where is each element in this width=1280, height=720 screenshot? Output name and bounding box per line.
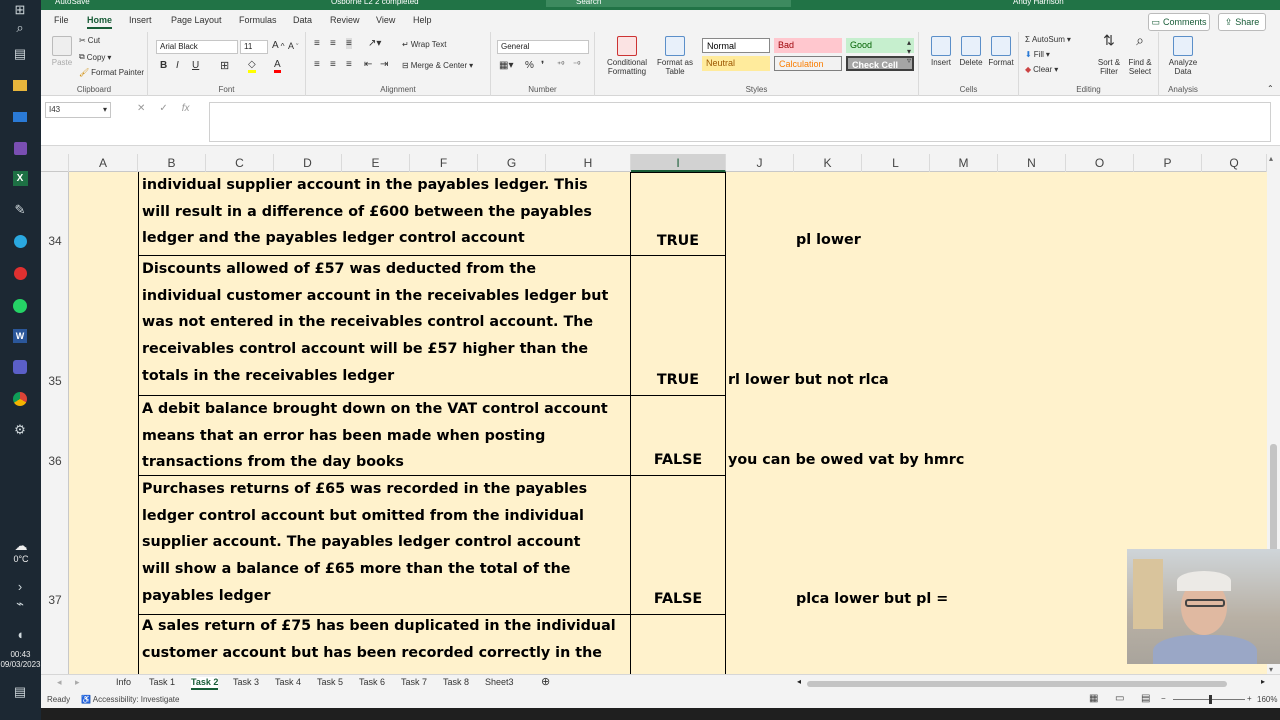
merge-icon: ⊟ — [402, 61, 409, 70]
number-group — [491, 32, 595, 96]
mail-icon[interactable] — [10, 107, 30, 127]
sort-filter-icon: ⇅ — [1103, 32, 1115, 48]
column-header-i[interactable]: I — [631, 154, 726, 172]
paste-label: Paste — [51, 58, 73, 67]
alignment-group — [306, 32, 491, 96]
user-name[interactable]: Andy Harrison — [1013, 0, 1064, 6]
tab-insert[interactable]: Insert — [129, 15, 152, 25]
increase-font-icon[interactable]: A ^ — [272, 40, 285, 51]
zoom-out-icon[interactable]: − — [1161, 694, 1166, 703]
title-bar — [41, 0, 1280, 10]
chevron-down-icon: ▾ — [102, 105, 107, 114]
tool-icon[interactable]: ✎ — [14, 202, 26, 217]
format-as-table-label: Format as Table — [656, 58, 693, 76]
zoom-level[interactable]: 160% — [1257, 695, 1278, 704]
prev-sheet-icon[interactable]: ◂ — [57, 677, 62, 687]
tab-home[interactable]: Home — [87, 15, 113, 25]
magnifier-icon: ⌕ — [1136, 32, 1144, 48]
number-format-select[interactable]: General — [497, 40, 589, 54]
autosum-button[interactable] — [1025, 35, 1071, 44]
style-check-cell[interactable] — [846, 56, 914, 71]
style-neutral-label: Neutral — [706, 58, 736, 68]
statement-line: ledger control account but omitted from the individual — [142, 507, 584, 524]
format-painter-button[interactable] — [79, 68, 144, 77]
next-sheet-icon[interactable]: ▸ — [75, 677, 80, 687]
time: 00:43 — [10, 650, 31, 659]
excel-window — [41, 0, 1280, 720]
find-select-label: Find & Select — [1128, 58, 1152, 76]
format-cells-icon — [991, 36, 1011, 56]
comma-style-icon[interactable]: ❜ — [541, 60, 545, 71]
sort-filter-button[interactable] — [1095, 32, 1123, 76]
statement-line: Purchases returns of £65 was recorded in the payables — [142, 481, 588, 497]
tab-review[interactable]: Review — [330, 15, 360, 25]
cancel-icon[interactable]: ✕ — [137, 103, 146, 114]
scroll-left-icon[interactable]: ◂ — [797, 677, 802, 686]
statement-line: receivables control account will be £57 higher than the — [142, 341, 589, 358]
answer-cell[interactable] — [631, 476, 726, 615]
teams-icon[interactable] — [10, 357, 30, 377]
comments-button[interactable] — [1148, 13, 1210, 31]
fill-button[interactable] — [1025, 50, 1050, 59]
formula-buttons — [131, 102, 209, 118]
align-center-icon[interactable]: ≡ — [330, 59, 336, 70]
conditional-formatting-icon — [617, 36, 637, 56]
tab-page-layout[interactable]: Page Layout — [171, 15, 222, 25]
accessibility-label: Accessibility: Investigate — [92, 695, 180, 704]
row-header-36[interactable]: 36 — [48, 454, 62, 468]
style-check-cell-label: Check Cell — [852, 60, 899, 70]
chrome-icon[interactable] — [10, 389, 30, 409]
note-cell[interactable]: pl lower — [796, 232, 861, 248]
formula-bar — [41, 96, 1280, 146]
zoom-slider-thumb[interactable] — [1209, 695, 1212, 704]
style-good-label: Good — [850, 40, 873, 50]
statement-line: A debit balance brought down on the VAT control account — [142, 401, 608, 417]
conditional-formatting-label: Conditional Formatting — [606, 58, 648, 76]
style-bad-label: Bad — [778, 40, 795, 50]
insert-cells-icon — [931, 36, 951, 56]
page-layout-view-icon[interactable]: ▭ — [1115, 693, 1125, 704]
editing-group — [1019, 32, 1159, 96]
fill-down-icon: ⬇ — [1025, 50, 1032, 59]
brush-icon: 🖌 — [79, 68, 90, 77]
column-headers — [41, 154, 1267, 172]
column-header-m[interactable]: M — [930, 154, 998, 172]
statement-line: transactions from the day books — [142, 454, 404, 471]
screen-bottom-edge — [41, 708, 1280, 720]
format-painter-label: Format Painter — [91, 68, 145, 77]
tab-file[interactable]: File — [54, 15, 69, 25]
statement-line: supplier account. The payables ledger control account — [142, 534, 581, 551]
statement-cell[interactable] — [138, 615, 631, 674]
style-calculation[interactable] — [774, 56, 842, 71]
zoom-in-icon[interactable]: + — [1247, 694, 1252, 703]
column-header-j[interactable]: J — [726, 154, 794, 172]
row-headers — [41, 172, 69, 674]
copy-button[interactable] — [79, 52, 111, 62]
presenter-glasses — [1185, 599, 1225, 607]
autosum-label: AutoSum — [1031, 35, 1065, 44]
cut-button[interactable] — [79, 36, 100, 45]
presenter-body — [1153, 635, 1257, 664]
percent-icon[interactable]: % — [525, 60, 534, 71]
comment-icon: ▭ — [1151, 16, 1160, 27]
column-header-h[interactable]: H — [546, 154, 631, 172]
wrap-icon: ↵ — [402, 40, 409, 49]
orientation-icon[interactable]: ↗▾ — [368, 38, 382, 49]
paste-button[interactable] — [49, 36, 75, 67]
statement-line: ledger and the payables ledger control account — [142, 230, 525, 247]
sheet-tab-task-5[interactable]: Task 5 — [317, 677, 344, 687]
ribbon — [41, 32, 1280, 96]
increase-indent-icon[interactable]: ⇥ — [380, 59, 389, 70]
clock[interactable] — [0, 650, 41, 670]
statement-line: Discounts allowed of £57 was deducted from the — [142, 261, 537, 277]
column-header-g[interactable]: G — [478, 154, 546, 172]
font-family-select[interactable]: Arial Black — [156, 40, 238, 54]
chevron-down-icon: ▾ — [469, 61, 474, 70]
scroll-up-icon[interactable]: ▴ — [1269, 154, 1274, 163]
conditional-formatting-button[interactable] — [603, 36, 651, 76]
fill-color-icon[interactable]: ◇ — [248, 59, 256, 73]
merge-center-label: Merge & Center — [410, 61, 468, 70]
name-box[interactable] — [45, 102, 111, 118]
delete-cells-label: Delete — [959, 58, 983, 67]
statement-line: totals in the receivables ledger — [142, 367, 395, 384]
tab-view[interactable]: View — [376, 15, 396, 25]
search-icon[interactable]: ⌕ — [16, 20, 24, 35]
statement-cell[interactable] — [138, 476, 631, 615]
eraser-icon: ◆ — [1025, 65, 1032, 74]
add-sheet-icon[interactable]: ⊕ — [541, 676, 551, 688]
status-ready: Ready — [47, 695, 71, 704]
sheet-tab-task-4[interactable]: Task 4 — [275, 677, 302, 687]
sheet-tab-task-8[interactable]: Task 8 — [443, 677, 470, 687]
tab-data[interactable]: Data — [293, 15, 313, 25]
statement-line: will show a balance of £65 more than the total of the — [142, 561, 571, 578]
chevron-down-icon: ▾ — [107, 52, 112, 62]
sheet-tab-task-7[interactable]: Task 7 — [401, 677, 428, 687]
volume-icon[interactable]: ◖ — [16, 626, 24, 642]
font-size-select[interactable]: 11 — [240, 40, 268, 54]
sheet-tab-info[interactable]: Info — [116, 677, 132, 687]
analyze-data-icon — [1173, 36, 1193, 56]
formula-input[interactable] — [209, 102, 1271, 142]
notifications-icon[interactable]: ▤ — [13, 684, 27, 699]
horizontal-scroll-thumb[interactable] — [807, 681, 1227, 687]
column-header-l[interactable]: L — [862, 154, 930, 172]
row-header-35[interactable]: 35 — [48, 374, 62, 388]
bold-icon[interactable]: B — [160, 60, 168, 71]
column-header-f[interactable]: F — [410, 154, 478, 172]
answer-value: FALSE — [653, 591, 703, 607]
weather-widget[interactable] — [4, 538, 38, 564]
decrease-indent-icon[interactable]: ⇤ — [364, 59, 373, 70]
accessibility-icon: ♿ — [81, 695, 93, 704]
fill-label: Fill — [1033, 50, 1044, 59]
column-header-k[interactable]: K — [794, 154, 862, 172]
style-normal[interactable] — [702, 38, 770, 53]
cells-group — [919, 32, 1019, 96]
statement-line: individual customer account in the receivables ledger but — [142, 287, 609, 304]
whatsapp-icon[interactable] — [10, 296, 30, 316]
delete-cells-icon — [961, 36, 981, 56]
page-break-view-icon[interactable]: ▤ — [1141, 693, 1151, 704]
styles-more-icon[interactable]: ▴ ▾ ▿ — [907, 38, 912, 65]
chevron-right-icon[interactable]: › — [17, 578, 23, 594]
share-label: Share — [1235, 17, 1260, 27]
find-select-button[interactable] — [1125, 32, 1155, 76]
ribbon-tabs — [41, 10, 1280, 32]
answer-value: TRUE — [656, 372, 700, 388]
comments-label: Comments — [1163, 17, 1207, 27]
analyze-data-label: Analyze Data — [1168, 58, 1198, 76]
increase-decimal-icon[interactable]: ⁺⁰ — [557, 60, 565, 69]
file-explorer-icon[interactable] — [10, 75, 30, 95]
answer-cell[interactable] — [631, 615, 726, 674]
media-icon[interactable] — [10, 138, 30, 158]
row-header-37[interactable]: 37 — [48, 593, 62, 607]
wrap-text-button[interactable] — [402, 40, 446, 49]
column-header-q[interactable]: Q — [1202, 154, 1267, 172]
number-group-label: Number — [528, 85, 557, 94]
editing-group-label: Editing — [1076, 85, 1101, 94]
select-all-corner[interactable] — [41, 154, 69, 172]
worksheet-grid[interactable] — [41, 172, 1267, 674]
answer-cell[interactable] — [631, 256, 726, 396]
settings-gear-icon[interactable]: ⚙ — [14, 422, 26, 437]
column-header-n[interactable]: N — [998, 154, 1066, 172]
tab-formulas[interactable]: Formulas — [239, 15, 277, 25]
share-icon: ⇪ — [1224, 16, 1233, 27]
align-left-icon[interactable]: ≡ — [314, 59, 320, 70]
style-good[interactable] — [846, 38, 914, 53]
statement-cell[interactable] — [138, 396, 631, 476]
app-icon[interactable] — [10, 231, 30, 251]
analysis-group-label: Analysis — [1168, 85, 1198, 94]
date: 09/03/2023 — [0, 660, 41, 669]
copy-icon: ⧉ — [79, 52, 85, 61]
format-as-table-button[interactable] — [655, 36, 695, 76]
insert-function-icon[interactable]: fx — [181, 103, 190, 114]
format-cells-button[interactable] — [987, 36, 1015, 67]
answer-value: FALSE — [653, 452, 703, 468]
column-header-c[interactable]: C — [206, 154, 274, 172]
clear-button[interactable] — [1025, 65, 1058, 74]
scissors-icon: ✂ — [79, 36, 86, 45]
autosave-label[interactable]: AutoSave — [55, 0, 90, 6]
name-box-value: I43 — [49, 105, 61, 114]
excel-icon[interactable]: X — [10, 168, 30, 188]
align-right-icon[interactable]: ≡ — [346, 59, 352, 70]
sheet-tab-sheet3[interactable]: Sheet3 — [485, 677, 514, 687]
table-icon — [665, 36, 685, 56]
horizontal-scrollbar[interactable] — [797, 679, 1265, 689]
network-icon[interactable]: ⌁ — [16, 596, 24, 611]
sheet-tab-task-1[interactable]: Task 1 — [149, 677, 176, 687]
chevron-down-icon: ▾ — [1045, 50, 1050, 59]
word-icon[interactable]: W — [10, 326, 30, 346]
presenter-hair — [1177, 571, 1231, 591]
statement-line: means that an error has been made when posting — [142, 427, 546, 444]
sheet-tab-bar — [41, 674, 1280, 692]
search-box[interactable]: Search — [546, 0, 791, 7]
accounting-format-icon[interactable]: ▦▾ — [499, 60, 514, 71]
column-header-e[interactable]: E — [342, 154, 410, 172]
alignment-group-label: Alignment — [380, 85, 416, 94]
cloud-icon: ☁ — [14, 538, 28, 553]
clipboard-group — [41, 32, 148, 96]
clipboard-icon — [52, 36, 72, 56]
background-shelf — [1133, 559, 1163, 629]
font-color-icon[interactable]: A — [274, 59, 281, 73]
app-icon-2[interactable] — [10, 263, 30, 283]
styles-group — [595, 32, 919, 96]
column-header-b[interactable]: B — [138, 154, 206, 172]
insert-cells-label: Insert — [930, 58, 951, 67]
style-bad[interactable] — [774, 38, 842, 53]
font-group — [148, 32, 306, 96]
font-group-label: Font — [218, 85, 235, 94]
column-header-d[interactable]: D — [274, 154, 342, 172]
chevron-down-icon: ▾ — [1066, 35, 1071, 44]
format-cells-label: Format — [988, 58, 1014, 67]
analyze-data-button[interactable] — [1165, 36, 1201, 76]
temperature: 0°C — [13, 554, 29, 564]
sheet-tab-task-6[interactable]: Task 6 — [359, 677, 386, 687]
webcam-overlay — [1127, 549, 1280, 664]
tab-help[interactable]: Help — [413, 15, 432, 25]
answer-cell[interactable] — [631, 172, 726, 256]
sort-filter-label: Sort & Filter — [1097, 58, 1121, 76]
cells-group-label: Cells — [959, 85, 978, 94]
note-cell[interactable]: you can be owed vat by hmrc — [728, 452, 965, 468]
wrap-text-label: Wrap Text — [410, 40, 447, 49]
merge-center-button[interactable] — [402, 61, 473, 70]
statement-line: payables ledger — [142, 587, 271, 604]
statement-cell[interactable] — [138, 256, 631, 396]
answer-value: TRUE — [656, 233, 700, 249]
status-bar — [41, 692, 1280, 708]
answer-cell[interactable] — [631, 396, 726, 476]
note-cell[interactable]: plca lower but pl = — [796, 591, 949, 607]
statement-cell[interactable] — [138, 172, 631, 256]
chevron-down-icon: ▾ — [1054, 65, 1059, 74]
share-button[interactable] — [1218, 13, 1266, 31]
document-title: Osborne L2 2 completed — [331, 0, 419, 6]
scroll-right-icon[interactable]: ▸ — [1260, 677, 1265, 686]
normal-view-icon[interactable]: ▦ — [1089, 693, 1099, 704]
column-header-a[interactable]: A — [69, 154, 138, 172]
align-bottom-icon[interactable]: ≡ — [346, 38, 352, 49]
italic-icon[interactable]: I — [176, 60, 179, 71]
align-middle-icon[interactable]: ≡ — [330, 38, 336, 49]
column-header-o[interactable]: O — [1066, 154, 1134, 172]
statement-line: will result in a difference of £600 between the payables — [142, 203, 592, 220]
sigma-icon: Σ — [1025, 35, 1030, 44]
borders-icon[interactable]: ⊞ — [220, 60, 230, 72]
statement-line: A sales return of £75 has been duplicated in the individual — [142, 618, 616, 634]
style-neutral[interactable] — [702, 56, 770, 71]
scroll-down-icon[interactable]: ▾ — [1269, 665, 1274, 674]
analysis-group — [1159, 32, 1207, 96]
decrease-decimal-icon[interactable]: ⁻⁰ — [573, 60, 581, 69]
decrease-font-icon[interactable]: A ˇ — [288, 41, 299, 51]
note-cell[interactable]: rl lower but not rlca — [728, 372, 889, 388]
enter-icon[interactable]: ✓ — [159, 103, 168, 114]
underline-icon[interactable]: U — [192, 60, 200, 71]
align-top-icon[interactable]: ≡ — [314, 38, 320, 49]
sheet-tab-task-2[interactable]: Task 2 — [191, 677, 218, 690]
collapse-ribbon-icon[interactable]: ⌃ — [1267, 84, 1274, 93]
row-header-34[interactable]: 34 — [48, 234, 62, 248]
insert-cells-button[interactable] — [927, 36, 955, 67]
sheet-tab-task-3[interactable]: Task 3 — [233, 677, 260, 687]
clear-label: Clear — [1033, 65, 1053, 74]
cut-label: Cut — [87, 36, 101, 45]
copy-label: Copy — [86, 52, 106, 62]
windows-taskbar — [0, 0, 41, 720]
accessibility-status[interactable] — [81, 695, 179, 704]
clipboard-group-label: Clipboard — [76, 85, 112, 94]
style-calculation-label: Calculation — [779, 59, 824, 69]
statement-line: customer account but has been recorded correctly in the — [142, 644, 602, 661]
column-header-p[interactable]: P — [1134, 154, 1202, 172]
statement-line: was not entered in the receivables control account. The — [142, 314, 594, 331]
styles-group-label: Styles — [745, 85, 768, 94]
windows-start-icon[interactable]: ⊞ — [14, 2, 26, 17]
task-view-icon[interactable]: ▤ — [13, 46, 27, 61]
statement-line: individual supplier account in the payables ledger. This — [142, 177, 588, 193]
delete-cells-button[interactable] — [957, 36, 985, 67]
style-normal-label: Normal — [707, 41, 737, 51]
